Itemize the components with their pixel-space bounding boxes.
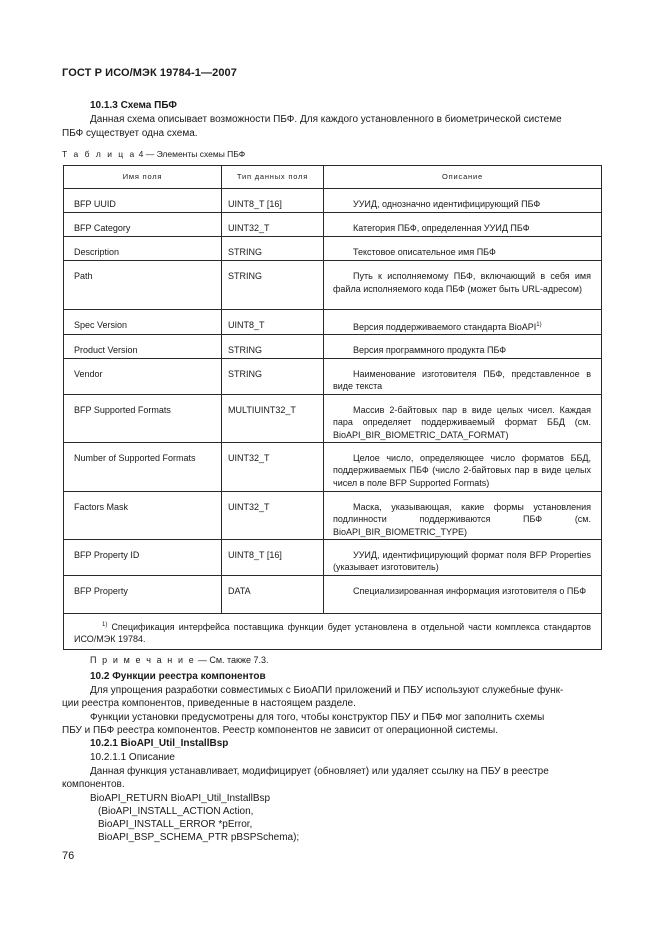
table-row xyxy=(64,442,602,491)
field-description: Версия поддерживаемого стандарта BioAPI$^{1)}$ xyxy=(324,310,602,335)
column-header-name: Имя поля xyxy=(64,166,222,189)
field-name: BFP Property xyxy=(64,575,222,613)
table-row xyxy=(64,237,602,261)
table-caption-text: 4 — Элементы схемы ПБФ xyxy=(138,149,246,159)
field-type: STRING xyxy=(222,334,324,358)
code-line: (BioAPI_INSTALL_ACTION Action, xyxy=(98,806,254,817)
note xyxy=(90,655,269,665)
table-row xyxy=(64,334,602,358)
table-row xyxy=(64,539,602,575)
table-caption-prefix: Т а б л и ц а xyxy=(62,149,137,159)
section-heading-10-1-3: 10.1.3 Схема ПБФ xyxy=(90,100,177,111)
page-number: 76 xyxy=(62,850,75,862)
field-description: Целое число, определяющее число форматов ББД, поддерживаемых ПБФ (число 2-байтовых пар в виде целых чисел в поле BFP Supported Formats) xyxy=(324,442,602,491)
paragraph-line: Функции установки предусмотрены для того, чтобы конструктор ПБУ и ПБФ мог заполнить схемы xyxy=(90,712,545,723)
note-prefix: П р и м е ч а н и е xyxy=(90,655,196,665)
field-description: Наименование изготовителя ПБФ, представленное в виде текста xyxy=(324,358,602,394)
code-line: BioAPI_RETURN BioAPI_Util_InstallBsp xyxy=(90,793,271,804)
table-caption xyxy=(62,149,245,159)
paragraph-line: ПБФ существует одна схема. xyxy=(62,128,198,139)
code-line: BioAPI_INSTALL_ERROR *pError, xyxy=(98,819,253,830)
table-row xyxy=(64,213,602,237)
field-description: Путь к исполняемому ПБФ, включающий в себя имя файла исполняемого кода ПБФ (может быть URL-адресом) xyxy=(324,261,602,310)
field-description: УУИД, однозначно идентифицирующий ПБФ xyxy=(324,189,602,213)
field-description: Версия программного продукта ПБФ xyxy=(324,334,602,358)
field-type: STRING xyxy=(222,237,324,261)
table-header-row xyxy=(64,166,602,189)
section-heading-10-2: 10.2 Функции реестра компонентов xyxy=(90,671,266,682)
field-description: УУИД, идентифицирующий формат поля BFP Properties (указывает изготовитель) xyxy=(324,539,602,575)
field-description: Текстовое описательное имя ПБФ xyxy=(324,237,602,261)
field-type: DATA xyxy=(222,575,324,613)
note-text: — См. также 7.3. xyxy=(197,655,269,665)
field-name: Number of Supported Formats xyxy=(64,442,222,491)
field-type: UINT8_T [16] xyxy=(222,189,324,213)
section-heading-10-2-1: 10.2.1 BioAPI_Util_InstallBsp xyxy=(90,738,229,749)
field-name: Product Version xyxy=(64,334,222,358)
table-row xyxy=(64,310,602,335)
table-footnote: $^{1)}$ Спецификация интерфейса поставщика функции будет установлена в отдельной части комплекса стандартов ИСО/МЭК 19784. xyxy=(64,613,602,649)
paragraph-line: Данная функция устанавливает, модифицирует (обновляет) или удаляет ссылку на ПБУ в реестре xyxy=(90,766,549,777)
table-footnote-row xyxy=(64,613,602,649)
field-type: STRING xyxy=(222,358,324,394)
field-name: Vendor xyxy=(64,358,222,394)
footnote-ref: 1) xyxy=(536,322,542,328)
schema-elements-table xyxy=(63,165,602,650)
subsection-heading: 10.2.1.1 Описание xyxy=(90,752,175,763)
paragraph-line: Для упрощения разработки совместимых с БиоАПИ приложений и ПБУ используют служебные функ- xyxy=(90,685,564,696)
field-name: Path xyxy=(64,261,222,310)
table-row xyxy=(64,575,602,613)
field-type: MULTIUINT32_T xyxy=(222,394,324,442)
field-description: Специализированная информация изготовителя о ПБФ xyxy=(324,575,602,613)
field-type: UINT32_T xyxy=(222,213,324,237)
table-row xyxy=(64,261,602,310)
field-name: BFP UUID xyxy=(64,189,222,213)
table-row xyxy=(64,491,602,539)
field-type: UINT8_T [16] xyxy=(222,539,324,575)
field-name: BFP Category xyxy=(64,213,222,237)
field-name: BFP Supported Formats xyxy=(64,394,222,442)
table-row xyxy=(64,394,602,442)
document-header: ГОСТ Р ИСО/МЭК 19784-1—2007 xyxy=(62,67,237,79)
column-header-description: Описание xyxy=(324,166,602,189)
field-type: UINT8_T xyxy=(222,310,324,335)
paragraph-line: ПБУ и ПБФ реестра компонентов. Реестр компонентов не зависит от операционной системы. xyxy=(62,725,499,736)
field-name: Spec Version xyxy=(64,310,222,335)
field-description: Массив 2-байтовых пар в виде целых чисел. Каждая пара определяет поддерживаемый формат ББД (см. BioAPI_BIR_BIOMETRIC_DATA_FORMAT) xyxy=(324,394,602,442)
paragraph-line: Данная схема описывает возможности ПБФ. Для каждого установленного в биометрической системе xyxy=(90,114,562,125)
field-type: STRING xyxy=(222,261,324,310)
field-description: Категория ПБФ, определенная УУИД ПБФ xyxy=(324,213,602,237)
paragraph-line: компонентов. xyxy=(62,779,125,790)
field-name: Factors Mask xyxy=(64,491,222,539)
column-header-type: Тип данных поля xyxy=(222,166,324,189)
field-name: Description xyxy=(64,237,222,261)
paragraph-line: ции реестра компонентов, приведенные в настоящем разделе. xyxy=(62,698,356,709)
field-type: UINT32_T xyxy=(222,442,324,491)
field-description: Маска, указывающая, какие формы установления подлинности поддерживаются ПБФ (см. BioAPI_BIR_BIOMETRIC_TYPE) xyxy=(324,491,602,539)
code-line: BioAPI_BSP_SCHEMA_PTR pBSPSchema); xyxy=(98,832,300,843)
footnote-mark: 1) xyxy=(102,621,108,628)
field-name: BFP Property ID xyxy=(64,539,222,575)
table-row xyxy=(64,358,602,394)
field-type: UINT32_T xyxy=(222,491,324,539)
table-row xyxy=(64,189,602,213)
